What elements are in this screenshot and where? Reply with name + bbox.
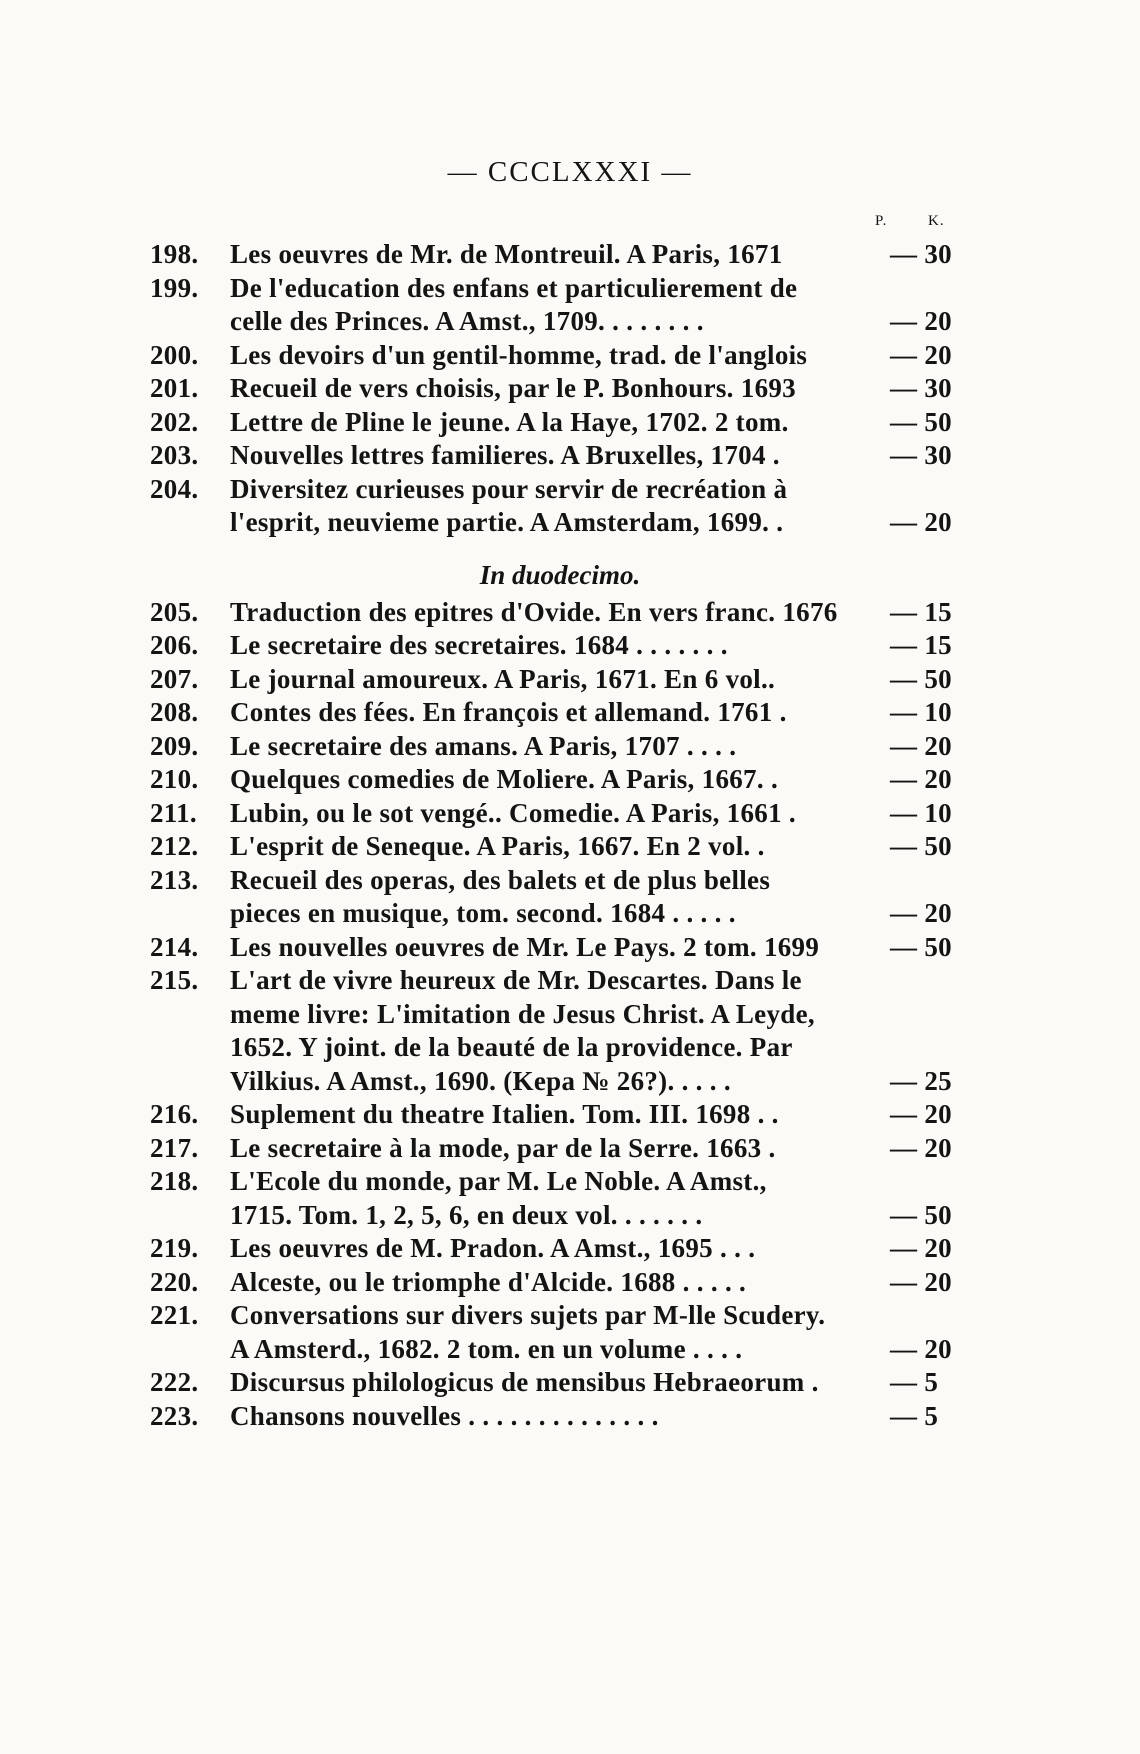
- entry-line: [0, 1098, 1140, 1132]
- entry-text: Vilkius. A Amst., 1690. (Kepa № 26?). . . . .: [230, 1065, 731, 1096]
- entry-text: A Amsterd., 1682. 2 tom. en un volume . . . .: [230, 1333, 743, 1364]
- entry-text: Les devoirs d'un gentil-homme, trad. de l'anglois: [230, 339, 808, 370]
- entry-price: — 20: [890, 898, 952, 928]
- entry-text: Traduction des epitres d'Ovide. En vers franc. 1676: [230, 596, 838, 627]
- entry-price: — 20: [890, 730, 952, 761]
- catalogue-entry: [0, 1299, 1140, 1366]
- entry-line: [0, 1065, 1140, 1099]
- entry-line: [0, 1400, 1140, 1434]
- entry-price: — 15: [890, 630, 952, 660]
- entry-number: 204.: [150, 473, 199, 504]
- catalogue-entry: [0, 473, 1140, 540]
- entry-line: [0, 931, 1140, 965]
- entry-line: [0, 864, 1140, 898]
- entry-text: Lettre de Pline le jeune. A la Haye, 1702. 2 tom.: [230, 406, 789, 437]
- entry-text: Chansons nouvelles . . . . . . . . . . . . . .: [230, 1400, 659, 1431]
- catalogue-entry: [0, 730, 1140, 764]
- entry-line: [0, 830, 1140, 864]
- entry-text: celle des Princes. A Amst., 1709. . . . . . . .: [230, 306, 704, 336]
- entry-number: 216.: [150, 1099, 199, 1129]
- entry-number: 221.: [150, 1300, 199, 1330]
- entry-line: [0, 629, 1140, 663]
- entry-line: [0, 1132, 1140, 1166]
- catalogue-entry: [0, 830, 1140, 864]
- entry-text: Contes des fées. En françois et allemand. 1761 .: [230, 697, 787, 727]
- entry-text: Recueil de vers choisis, par le P. Bonhours. 1693: [230, 373, 796, 403]
- entry-text: Nouvelles lettres familieres. A Bruxelles, 1704 .: [230, 440, 780, 470]
- entry-number: 210.: [150, 764, 199, 794]
- entry-text: L'art de vivre heureux de Mr. Descartes. Dans le: [230, 965, 802, 995]
- entry-number: 201.: [150, 373, 199, 403]
- catalogue-entry: [0, 1132, 1140, 1166]
- entry-text: Conversations sur divers sujets par M-lle Scudery.: [230, 1300, 826, 1330]
- entry-number: 203.: [150, 440, 199, 470]
- entry-text: pieces en musique, tom. second. 1684 . . . . .: [230, 898, 736, 928]
- entry-line: [0, 439, 1140, 473]
- catalogue-entry: [0, 797, 1140, 831]
- entry-number: 212.: [150, 831, 199, 861]
- catalogue-entry: [0, 1266, 1140, 1300]
- entry-price: — 20: [890, 1266, 952, 1297]
- running-head: — CCCLXXXI —: [447, 156, 693, 188]
- entry-line: [0, 1266, 1140, 1300]
- entry-text: l'esprit, neuvieme partie. A Amsterdam, 1699. .: [230, 507, 784, 537]
- entry-price: — 50: [890, 406, 952, 437]
- entry-text: Les nouvelles oeuvres de Mr. Le Pays. 2 tom. 1699: [230, 931, 820, 962]
- entry-number: 213.: [150, 864, 199, 895]
- entry-price: — 10: [890, 697, 952, 727]
- entry-line: [0, 663, 1140, 697]
- entry-line: [0, 372, 1140, 406]
- entry-number: 207.: [150, 663, 199, 694]
- entry-number: 222.: [150, 1367, 199, 1397]
- entry-price: — 25: [890, 1065, 952, 1096]
- entry-line: [0, 339, 1140, 373]
- entry-text: Le journal amoureux. A Paris, 1671. En 6 vol..: [230, 663, 776, 694]
- catalogue-entry: [0, 696, 1140, 730]
- entry-line: [0, 506, 1140, 540]
- entry-number: 219.: [150, 1233, 199, 1263]
- entry-number: 208.: [150, 697, 199, 727]
- catalogue-entry: [0, 406, 1140, 440]
- entry-line: [0, 238, 1140, 272]
- entry-line: [0, 730, 1140, 764]
- catalogue-entry: [0, 964, 1140, 1098]
- entry-number: 206.: [150, 630, 199, 660]
- entry-text: 1652. Y joint. de la beauté de la providence. Par: [230, 1032, 793, 1062]
- entry-text: Suplement du theatre Italien. Tom. III. 1698 . .: [230, 1099, 779, 1129]
- entry-number: 205.: [150, 596, 199, 627]
- catalogue-entry: [0, 763, 1140, 797]
- entry-price: — 20: [890, 1333, 952, 1364]
- catalogue-entry: [0, 1165, 1140, 1232]
- entry-text: meme livre: L'imitation de Jesus Christ. A Leyde,: [230, 998, 815, 1029]
- catalogue-entry: [0, 272, 1140, 339]
- entry-line: [0, 473, 1140, 507]
- entry-text: Lubin, ou le sot vengé.. Comedie. A Paris, 1661 .: [230, 797, 796, 828]
- entry-line: [0, 1299, 1140, 1333]
- catalogue-entry: [0, 596, 1140, 630]
- entry-line: [0, 897, 1140, 931]
- column-head-p: P.: [875, 213, 888, 229]
- entry-price: — 30: [890, 239, 952, 269]
- entry-line: [0, 763, 1140, 797]
- entry-price: — 50: [890, 663, 952, 694]
- entry-text: Recueil des operas, des balets et de plus belles: [230, 864, 771, 895]
- entry-text: Diversitez curieuses pour servir de recréation à: [230, 473, 788, 504]
- entry-number: 202.: [150, 406, 199, 437]
- entry-number: 223.: [150, 1400, 199, 1431]
- entry-text: Le secretaire des secretaires. 1684 . . . . . . .: [230, 630, 728, 660]
- column-head-k: K.: [928, 213, 945, 229]
- catalogue-entry: [0, 629, 1140, 663]
- entry-line: [0, 272, 1140, 306]
- entry-number: 211.: [150, 797, 197, 828]
- catalogue-entry: [0, 339, 1140, 373]
- entry-text: Alceste, ou le triomphe d'Alcide. 1688 . . . . .: [230, 1266, 747, 1297]
- catalogue-entries: [0, 238, 1140, 1433]
- entry-number: 217.: [150, 1132, 199, 1163]
- entry-number: 218.: [150, 1166, 199, 1196]
- entry-text: Les oeuvres de Mr. de Montreuil. A Paris, 1671: [230, 239, 783, 269]
- entry-price: — 10: [890, 797, 952, 828]
- entry-line: [0, 1031, 1140, 1065]
- entry-number: 199.: [150, 272, 199, 303]
- catalogue-entry: [0, 1400, 1140, 1434]
- entry-line: [0, 1366, 1140, 1400]
- entry-price: — 30: [890, 373, 952, 403]
- entry-price: — 30: [890, 440, 952, 470]
- entry-number: 215.: [150, 965, 199, 995]
- entry-text: Le secretaire à la mode, par de la Serre. 1663 .: [230, 1132, 776, 1163]
- entry-price: — 5: [890, 1367, 939, 1397]
- entry-line: [0, 596, 1140, 630]
- entry-line: [0, 1333, 1140, 1367]
- entry-price: — 20: [890, 1233, 952, 1263]
- entry-price: — 20: [890, 1099, 952, 1129]
- entry-line: [0, 1232, 1140, 1266]
- entry-text: De l'education des enfans et particulierement de: [230, 272, 798, 303]
- catalogue-entry: [0, 439, 1140, 473]
- entry-price: — 20: [890, 339, 952, 370]
- catalogue-entry: [0, 1098, 1140, 1132]
- entry-number: 214.: [150, 931, 199, 962]
- entries-octavo: [0, 238, 1140, 540]
- catalogue-entry: [0, 931, 1140, 965]
- catalogue-entry: [0, 864, 1140, 931]
- entry-line: [0, 406, 1140, 440]
- entry-number: 198.: [150, 239, 199, 269]
- entry-price: — 20: [890, 764, 952, 794]
- entries-duodecimo: [0, 596, 1140, 1434]
- entry-price: — 50: [890, 831, 952, 861]
- entry-price: — 20: [890, 1132, 952, 1163]
- entry-text: 1715. Tom. 1, 2, 5, 6, en deux vol. . . . . . .: [230, 1199, 703, 1230]
- entry-text: L'Ecole du monde, par M. Le Noble. A Amst.,: [230, 1166, 767, 1196]
- entry-line: [0, 797, 1140, 831]
- section-heading: In duodecimo.: [479, 559, 641, 590]
- entry-line: [0, 305, 1140, 339]
- catalogue-entry: [0, 1366, 1140, 1400]
- entry-number: 209.: [150, 730, 199, 761]
- entry-line: [0, 998, 1140, 1032]
- entry-price: — 50: [890, 931, 952, 962]
- entry-price: — 5: [890, 1400, 939, 1431]
- entry-number: 220.: [150, 1266, 199, 1297]
- catalogue-entry: [0, 1232, 1140, 1266]
- entry-line: [0, 1199, 1140, 1233]
- entry-price: — 20: [890, 306, 952, 336]
- catalogue-entry: [0, 372, 1140, 406]
- catalogue-entry: [0, 663, 1140, 697]
- entry-line: [0, 964, 1140, 998]
- entry-price: — 50: [890, 1199, 952, 1230]
- entry-number: 200.: [150, 339, 199, 370]
- entry-text: Le secretaire des amans. A Paris, 1707 . . . .: [230, 730, 737, 761]
- entry-price: — 15: [890, 596, 952, 627]
- entry-line: [0, 696, 1140, 730]
- entry-price: — 20: [890, 507, 952, 537]
- entry-text: Quelques comedies de Moliere. A Paris, 1667. .: [230, 764, 778, 794]
- entry-text: L'esprit de Seneque. A Paris, 1667. En 2 vol. .: [230, 831, 765, 861]
- entry-text: Discursus philologicus de mensibus Hebraeorum .: [230, 1367, 819, 1397]
- entry-text: Les oeuvres de M. Pradon. A Amst., 1695 . . .: [230, 1233, 756, 1263]
- column-headings: [0, 213, 1140, 235]
- catalogue-entry: [0, 238, 1140, 272]
- entry-line: [0, 1165, 1140, 1199]
